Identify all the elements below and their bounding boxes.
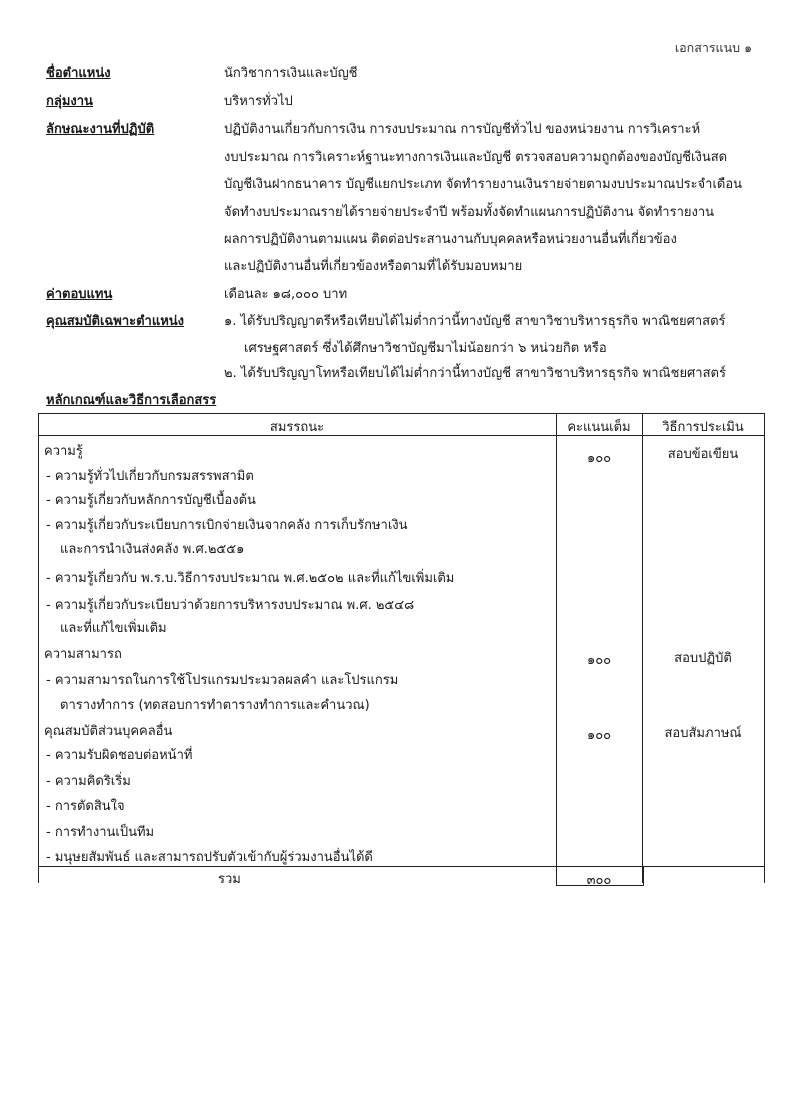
knowledge-item: และการนำเงินส่งคลัง พ.ศ.๒๕๕๑ [60,542,245,557]
knowledge-item: - ความรู้เกี่ยวกับระเบียบว่าด้วยการบริหารงบประมาณ พ.ศ. ๒๕๔๘ [46,598,415,613]
knowledge-score: ๑๐๐ [586,451,612,466]
knowledge-item: - ความรู้เกี่ยวกับระเบียบการเบิกจ่ายเงินจากคลัง การเก็บรักษาเงิน [46,518,408,533]
knowledge-method: สอบข้อเขียน [667,447,739,462]
duty-line: บัญชีเงินฝากธนาคาร บัญชีแยกประเภท จัดทำรายงานเงินรายจ่ายตามงบประมาณประจำเดือน [224,177,743,192]
knowledge-item: และที่แก้ไขเพิ่มเติม [60,621,167,636]
duty-line: จัดทำงบประมาณรายได้รายจ่ายประจำปี พร้อมทั้งจัดทำแผนการปฏิบัติงาน จัดทำรายงาน [224,205,715,220]
position-label: ชื่อตำแหน่ง [46,66,111,81]
group-label: กลุ่มงาน [46,94,93,109]
table-body-bottom [38,866,765,867]
total-label: รวม [218,872,241,887]
header-method: วิธีการประเมิน [662,420,744,435]
ability-item: ตารางทำการ (ทดสอบการทำตารางทำการและคำนวณ) [60,698,370,713]
qualification-line: เศรษฐศาสตร์ ซึ่งได้ศึกษาวิชาบัญชีมาไม่น้อยกว่า ๖ หน่วยกิต หรือ [244,341,607,356]
table-border-top [38,413,765,414]
knowledge-item: - ความรู้เกี่ยวกับ พ.ร.บ.วิธีการงบประมาณ พ.ศ.๒๕๐๒ และที่แก้ไขเพิ่มเติม [46,571,455,586]
personal-title: คุณสมบัติส่วนบุคคลอื่น [44,724,173,739]
header-score: คะแนนเต็ม [567,420,631,435]
position-value: นักวิชาการเงินและบัญชี [224,66,358,81]
table-border-left [38,413,39,883]
ability-item: - ความสามารถในการใช้โปรแกรมประมวลผลคำ และโปรแกรม [46,673,399,688]
pay-value: เดือนละ ๑๘,๐๐๐ บาท [224,287,348,302]
duty-line: ผลการปฏิบัติงานตามแผน ติดต่อประสานงานกับบุคคลหรือหน่วยงานอื่นที่เกี่ยวข้อง [224,232,677,247]
personal-item: - การตัดสินใจ [46,799,125,814]
duty-line: ปฏิบัติงานเกี่ยวกับการเงิน การงบประมาณ การบัญชีทั่วไป ของหน่วยงาน การวิเคราะห์ [224,122,701,137]
table-border-right [764,413,765,883]
knowledge-item: - ความรู้ทั่วไปเกี่ยวกับกรมสรรพสามิต [46,469,254,484]
personal-score: ๑๐๐ [586,728,612,743]
personal-item: - ความคิดริเริ่ม [46,774,131,789]
duty-line: งบประมาณ การวิเคราะห์ฐานะทางการเงินและบัญชี ตรวจสอบความถูกต้องของบัญชีเงินสด [224,150,728,165]
duty-line: และปฏิบัติงานอื่นที่เกี่ยวข้องหรือตามที่ได้รับมอบหมาย [224,259,523,274]
qualification-line: ๑. ได้รับปริญญาตรีหรือเทียบได้ไม่ต่ำกว่านี้ทางบัญชี สาขาวิชาบริหารธุรกิจ พาณิชยศาสตร์ [224,314,726,329]
personal-item: - มนุษยสัมพันธ์ และสามารถปรับตัวเข้ากับผู้ร่วมงานอื่นได้ดี [46,850,373,865]
pay-label: ค่าตอบแทน [46,287,113,302]
attachment-label: เอกสารแนบ ๑ [674,40,752,55]
personal-item: - ความรับผิดชอบต่อหน้าที่ [46,748,193,763]
header-competency: สมรรถนะ [269,420,325,435]
knowledge-title: ความรู้ [44,444,83,459]
ability-score: ๑๐๐ [586,653,612,668]
qualification-label: คุณสมบัติเฉพาะตำแหน่ง [46,314,185,329]
personal-item: - การทำงานเป็นทีม [46,825,155,840]
table-col-divider [556,413,557,883]
group-value: บริหารทั่วไป [224,94,293,109]
selection-table [38,413,765,888]
selection-title: หลักเกณฑ์และวิธีการเลือกสรร [46,393,217,408]
knowledge-item: - ความรู้เกี่ยวกับหลักการบัญชีเบื้องต้น [46,493,256,508]
ability-title: ความสามารถ [44,647,122,662]
duty-label: ลักษณะงานที่ปฏิบัติ [46,122,155,137]
personal-method: สอบสัมภาษณ์ [664,726,742,741]
total-value: ๓๐๐ [586,873,612,888]
ability-method: สอบปฏิบัติ [674,651,732,666]
qualification-line: ๒. ได้รับปริญญาโทหรือเทียบได้ไม่ต่ำกว่านี้ทางบัญชี สาขาวิชาบริหารธุรกิจ พาณิชยศาสตร์ [224,366,726,381]
